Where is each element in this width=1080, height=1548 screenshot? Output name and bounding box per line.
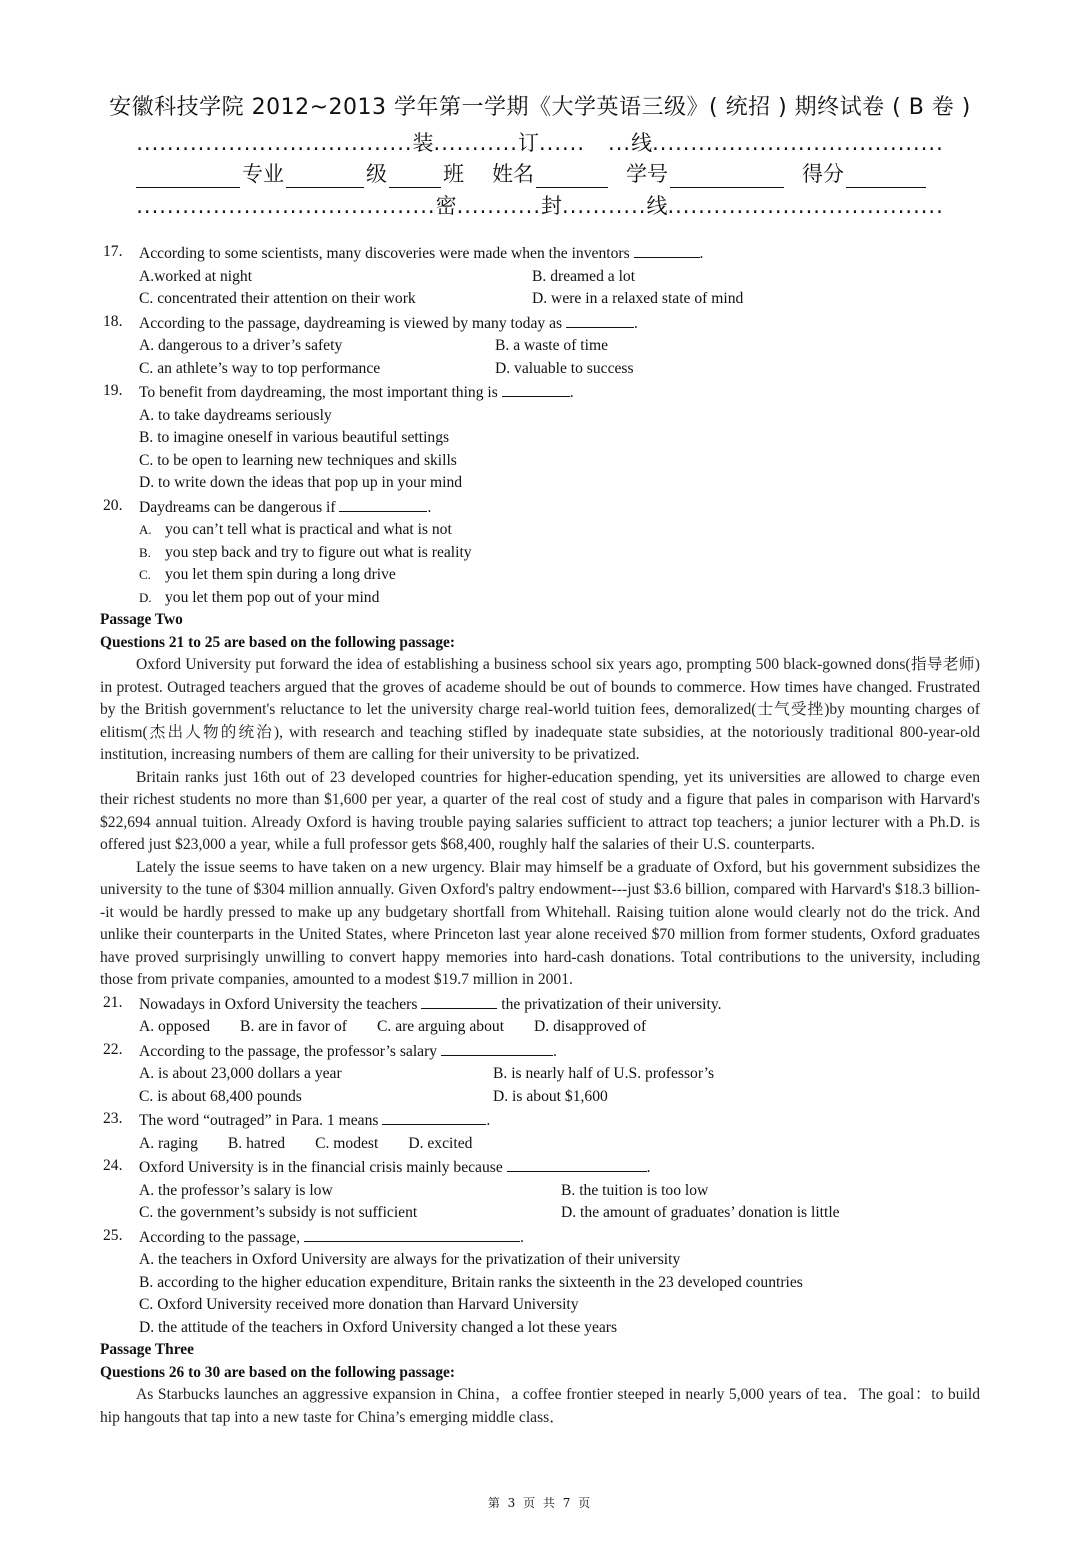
options-row <box>100 335 980 358</box>
question-18: 18. According to the passage, daydreaming is viewed by many today as . <box>103 312 638 332</box>
option-d[interactable]: D. to write down the ideas that pop up in your mind <box>139 474 463 491</box>
seal-char-feng: 封 <box>541 194 563 218</box>
name-blank[interactable] <box>536 165 608 188</box>
option-b[interactable]: B. hatred <box>227 1134 286 1152</box>
option-c[interactable]: C. is about 68,400 pounds <box>139 1087 302 1105</box>
option-c[interactable]: C. an athlete’s way to top performance <box>139 359 381 377</box>
question-17: 17. According to some scientists, many discoveries were made when the inventors . <box>103 243 704 262</box>
question-number: 24. <box>103 1157 123 1174</box>
question-number: 20. <box>103 496 123 514</box>
option-b[interactable]: B. to imagine oneself in various beautiful settings <box>139 429 450 446</box>
seal-line <box>0 190 1080 220</box>
question-stem: Daydreams can be dangerous if <box>139 498 336 516</box>
option-b[interactable] <box>139 542 980 565</box>
option-text: you can’t tell what is practical and what is not <box>165 521 452 538</box>
option-d[interactable]: D. the attitude of the teachers in Oxford University changed a lot these years <box>139 1318 618 1336</box>
option-letter: C. <box>139 567 151 582</box>
option-a[interactable]: A. is about 23,000 dollars a year <box>139 1065 342 1082</box>
question-25: 25. According to the passage, . <box>103 1226 524 1246</box>
option-a[interactable]: A. dangerous to a driver’s safety <box>139 337 343 354</box>
question-stem: According to some scientists, many discoveries were made when the inventors <box>139 245 630 262</box>
binding-char-xian: 线 <box>631 131 653 155</box>
option-d[interactable]: D. is about $1,600 <box>493 1087 608 1105</box>
passage-two-intro: Questions 21 to 25 are based on the following passage: <box>100 633 456 651</box>
option-c[interactable]: C. the government’s subsidy is not sufficient <box>139 1204 418 1221</box>
student-no-label: 学号 <box>626 162 668 186</box>
score-blank[interactable] <box>846 165 926 188</box>
passage-two-heading: Passage Two <box>100 611 183 628</box>
exam-title: 安徽科技学院 2012~2013 学年第一学期《大学英语三级》( 统招 ) 期终试卷 ( B 卷 ) <box>109 95 971 120</box>
option-text: you let them spin during a long drive <box>165 566 396 583</box>
answer-blank[interactable] <box>304 1225 520 1242</box>
option-c[interactable]: C. are arguing about <box>377 1018 505 1035</box>
class-blank[interactable] <box>389 165 441 188</box>
options-row <box>100 266 980 289</box>
option-a[interactable]: A. raging <box>139 1134 198 1152</box>
option-a[interactable]: A. the professor’s salary is low <box>139 1181 333 1199</box>
option-list <box>100 519 980 609</box>
option-a[interactable]: A.worked at night <box>139 267 253 285</box>
option-letter: D. <box>139 589 152 605</box>
dots: .................................... <box>136 131 413 155</box>
option-a[interactable]: A. the teachers in Oxford University are always for the privatization of their university <box>139 1251 681 1268</box>
option-letter: B. <box>139 544 151 560</box>
option-b[interactable]: B. is nearly half of U.S. professor’s <box>493 1065 715 1082</box>
dots: ...... ... <box>538 131 632 155</box>
question-20: 20. Daydreams can be dangerous if . <box>103 496 432 516</box>
question-19: 19. To benefit from daydreaming, the most important thing is . <box>103 382 574 401</box>
question-stem: Oxford University is in the financial crisis mainly because <box>139 1159 503 1176</box>
score-label: 得分 <box>802 162 844 186</box>
dots: ....................................... <box>136 194 436 218</box>
student-no-blank[interactable] <box>670 165 784 188</box>
options-row <box>100 1202 980 1225</box>
option-a[interactable] <box>139 519 980 542</box>
options-row <box>100 1180 980 1203</box>
question-stem: According to the passage, the professor’s salary <box>139 1042 438 1060</box>
question-number: 21. <box>103 993 123 1011</box>
option-c[interactable]: C. modest <box>315 1134 379 1152</box>
option-d[interactable]: D. excited <box>408 1134 473 1152</box>
question-stem: According to the passage, <box>139 1228 301 1246</box>
question-22: 22. According to the passage, the professor’s salary . <box>103 1040 557 1060</box>
option-d[interactable]: D. valuable to success <box>495 359 634 377</box>
option-text: you let them pop out of your mind <box>165 588 380 606</box>
dots: ........... <box>456 194 542 218</box>
answer-blank[interactable] <box>382 1108 486 1125</box>
question-21 <box>100 992 980 1017</box>
student-info-fields <box>136 158 946 186</box>
passage-paragraph: Lately the issue seems to have taken on a new urgency. Blair may himself be a graduate of Oxford, but his government subsidizes the university to the tune of $304 million annually. Given Oxford's paltry endowment---just $3.6 billion, compared with Harvard's $18.3 billion--it would be hardly pressed to make up any budgetary shortfall from Whitehall. Raising tuition alone would clearly not do the trick. And unlike their counterparts in the United States, where Princeton last year alone received $70 million from former students, Oxford graduates have proved surprisingly unwilling to convert happy memories into hard-cash donations. Total contributions to the university, including those from private companies, amounted to a modest $19.7 million in 2001. <box>100 858 980 988</box>
question-stem: The word “outraged” in Para. 1 means <box>139 1112 379 1129</box>
option-letter: A. <box>139 522 152 537</box>
answer-blank[interactable] <box>507 1155 647 1172</box>
option-b[interactable]: B. are in favor of <box>240 1018 347 1035</box>
passage-paragraph: Oxford University put forward the idea of establishing a business school six years ago, prompting 500 black-gowned dons(指导老师) in protest. Outraged teachers argued that the groves of academe should be out of bounds to commerce. How times have changed. Frustrated by the British government's reluctance to let the university charge real-world tuition fees, demoralized(士气受挫)by mounting charges of elitism(杰出人物的统治), with research and teaching stifled by inadequate state subsidies, at the notoriously traditional 800-year-old institution, increasing numbers of them are calling for their university to be privatized. <box>100 656 980 763</box>
dots: ........... <box>562 194 647 218</box>
major-label: 专业 <box>242 162 284 186</box>
question-stem: According to the passage, daydreaming is viewed by many today as <box>139 314 563 332</box>
options-row <box>100 288 980 311</box>
name-label: 姓名 <box>492 162 534 186</box>
dots: .................................... <box>667 194 944 218</box>
answer-blank[interactable] <box>421 992 497 1009</box>
grade-label: 级 <box>366 162 387 186</box>
option-c[interactable] <box>139 564 980 587</box>
passage-paragraph: Britain ranks just 16th out of 23 developed countries for higher-education spending, yet its universities are allowed to charge even their richest students no more than $1,600 per year, a quarter of the real cost of study and a figure that pales in comparison with Harvard's $22,694 annual tuition. Already Oxford is having trouble paying salaries sufficient to attract top teachers; a junior lecturer with a Ph.D. is offered just $23,000 a year, while a full professor gets $68,400, roughly half the salaries of their U.S. counterparts. <box>100 768 980 853</box>
option-d[interactable]: D. disapproved of <box>534 1018 647 1035</box>
option-c[interactable]: C. Oxford University received more donation than Harvard University <box>139 1296 579 1313</box>
options-row <box>100 1133 980 1156</box>
passage-three-heading: Passage Three <box>100 1341 194 1358</box>
option-a[interactable]: A. opposed <box>139 1018 211 1035</box>
seal-char-mi: 密 <box>435 194 457 218</box>
answer-blank[interactable] <box>566 311 634 328</box>
answer-blank[interactable] <box>339 495 427 512</box>
question-number: 19. <box>103 382 123 399</box>
options-row <box>100 1086 980 1109</box>
passage-three-intro: Questions 26 to 30 are based on the following passage: <box>100 1363 456 1381</box>
option-d[interactable]: D. the amount of graduates’ donation is little <box>561 1204 840 1221</box>
question-stem: Nowadays in Oxford University the teachers <box>139 995 418 1013</box>
question-number: 22. <box>103 1040 123 1058</box>
option-d[interactable] <box>139 587 980 610</box>
option-a[interactable]: A. to take daydreams seriously <box>139 406 332 424</box>
question-number: 17. <box>103 243 123 260</box>
dots: ........... <box>433 131 518 155</box>
question-number: 18. <box>103 312 123 330</box>
answer-blank[interactable] <box>502 380 570 397</box>
class-label: 班 <box>443 162 464 186</box>
question-stem: To benefit from daydreaming, the most important thing is <box>139 384 498 401</box>
options-row <box>100 358 980 381</box>
option-d[interactable]: D. were in a relaxed state of mind <box>532 290 744 307</box>
grade-blank[interactable] <box>286 165 364 188</box>
answer-blank[interactable] <box>441 1039 553 1056</box>
binding-line <box>0 127 1080 157</box>
option-c[interactable]: C. to be open to learning new techniques and skills <box>139 451 457 469</box>
option-c[interactable]: C. concentrated their attention on their work <box>139 290 416 307</box>
dots: ...................................... <box>652 131 944 155</box>
seal-char-xian: 线 <box>646 194 668 218</box>
option-b[interactable]: B. dreamed a lot <box>532 267 636 285</box>
question-stem-end: the privatization of their university. <box>501 995 722 1013</box>
question-number: 23. <box>103 1110 123 1127</box>
options-row <box>100 1016 980 1039</box>
option-text: you step back and try to figure out what is reality <box>165 543 472 561</box>
question-24: 24. Oxford University is in the financial crisis mainly because . <box>103 1157 651 1176</box>
page-footer: 第 3 页 共 7 页 <box>487 1496 593 1510</box>
binding-char-ding: 订 <box>517 131 539 155</box>
options-row <box>100 1063 980 1086</box>
question-23: 23. The word “outraged” in Para. 1 means . <box>103 1110 491 1129</box>
answer-blank[interactable] <box>634 241 700 258</box>
question-number: 25. <box>103 1226 123 1244</box>
major-blank[interactable] <box>136 165 240 188</box>
binding-char-zhuang: 装 <box>412 131 434 155</box>
option-b[interactable]: B. according to the higher education expenditure, Britain ranks the sixteenth in the 23 developed countries <box>139 1273 803 1291</box>
option-b[interactable]: B. a waste of time <box>495 337 609 354</box>
exam-content <box>100 241 980 1429</box>
option-b[interactable]: B. the tuition is too low <box>561 1181 709 1199</box>
passage-paragraph: As Starbucks launches an aggressive expansion in China，a coffee frontier steeped in nearly 5,000 years of tea．The goal：to build hip hangouts that tap into a new taste for China’s emerging middle class． <box>100 1386 980 1426</box>
